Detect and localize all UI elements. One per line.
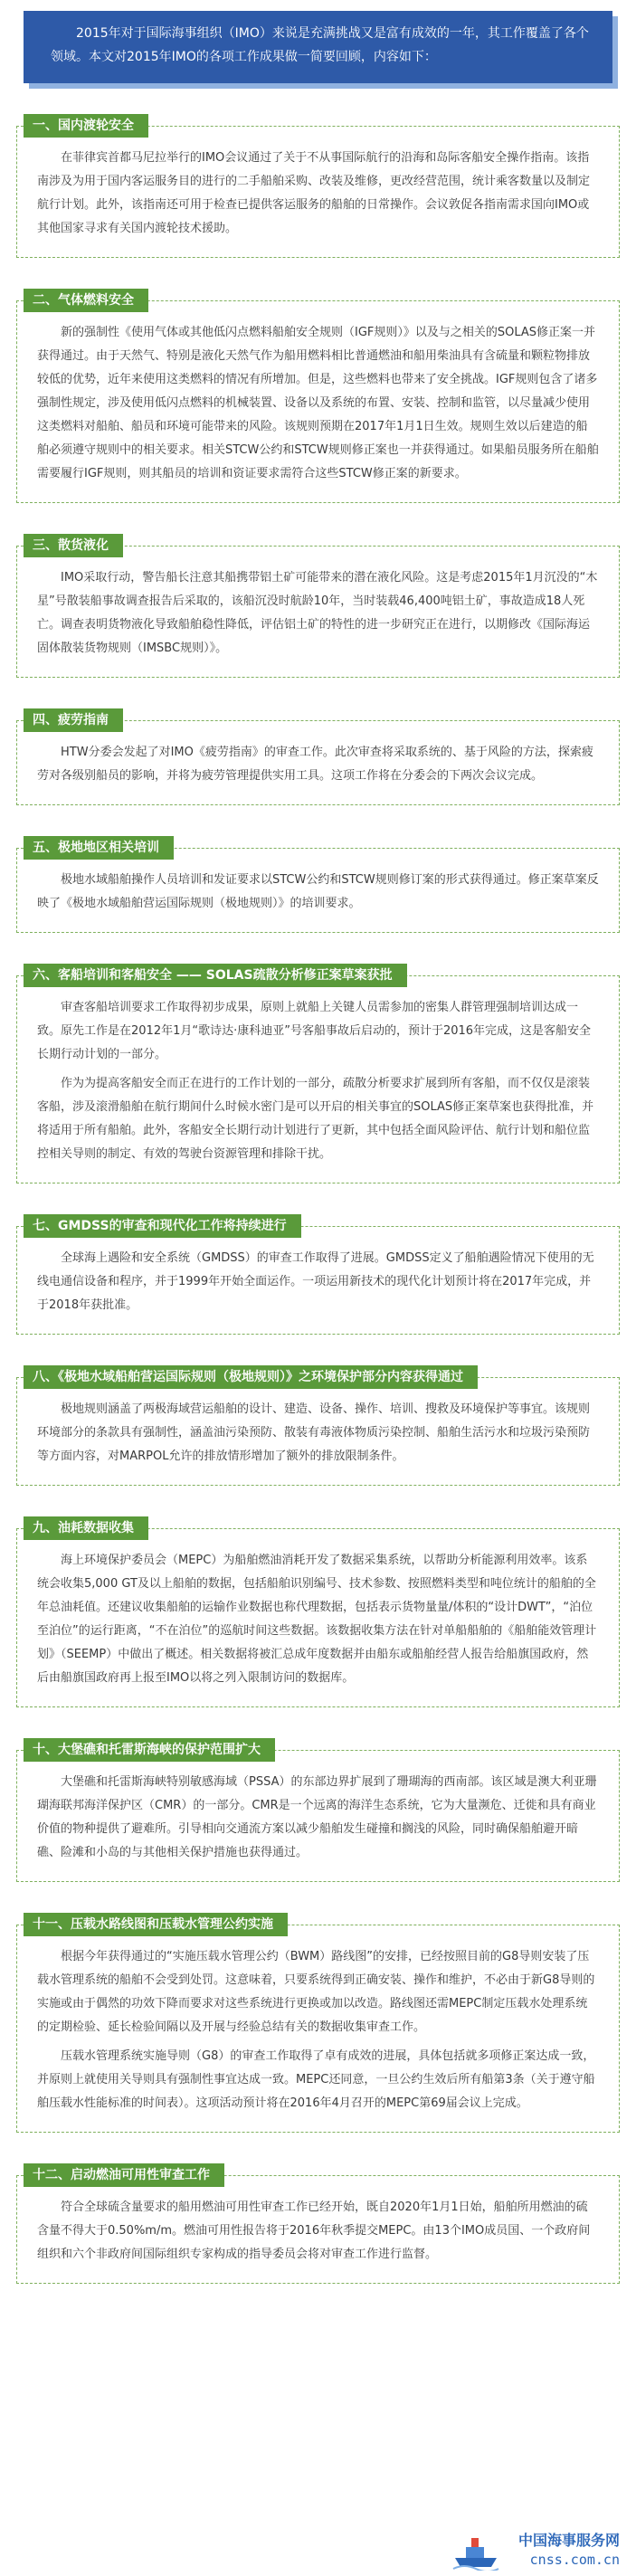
section <box>13 1214 623 1335</box>
section-paragraph: 符合全球硫含量要求的船用燃油可用性审查工作已经开始，既自2020年1月1日始，船舶所用燃油的硫含量不得大于0.50%m/m。燃油可用性报告将于2016年秋季提交MEPC。由13个IMO成员国、一个政府间组织和六个非政府间国际组织专家构成的指导委员会将对审查工作进行监督。 <box>37 2201 591 2261</box>
section <box>13 2163 623 2284</box>
ship-icon <box>451 2531 500 2571</box>
section-paragraph: 在菲律宾首都马尼拉举行的IMO会议通过了关于不从事国际航行的沿海和岛际客船安全操作指南。该指南涉及为用于国内客运服务目的进行的二手船舶采购、改装及维修，更改经营范围，统计乘客数量以及制定航行计划。此外，该指南还可用于检查已提供客运服务的船舶的日常操作。会议敦促各指南需求国向IMO或其他国家寻求有关国内渡轮技术援助。 <box>37 151 591 235</box>
section-body <box>16 2175 620 2284</box>
section-title: 一、国内渡轮安全 <box>24 114 148 138</box>
section-paragraph: 海上环境保护委员会（MEPC）为船舶燃油消耗开发了数据采集系统，以帮助分析能源利用效率。该系统会收集5,000 GT及以上船舶的数据，包括船舶识别编号、技术参数、按照燃料类型和吨位统计的船舶的全年总油耗值。还建议收集船舶的运输作业数据也称代理数据，包括表示货物量量/体积的“设计DWT”，“泊位至泊位”的运行距离，“不在泊位”的巡航时间这些数据。该数据收集方法在针对单船船舶的《船舶能效管理计划》（SEEMP）中做出了概述。相关数据将被汇总成年度数据并由船东或船舶经营人报告给船旗国政府，然后由船旗国政府再上报至IMO以将之列入限制访问的数据库。 <box>37 1554 597 1685</box>
section-body <box>16 848 620 933</box>
section-body <box>16 1750 620 1882</box>
intro-box: 2015年对于国际海事组织（IMO）来说是充满挑战又是富有成效的一年，其工作覆盖了各个领域。本文对2015年IMO的各项工作成果做一简要回顾，内容如下： <box>24 11 612 83</box>
section-body <box>16 1528 620 1707</box>
section <box>13 1365 623 1486</box>
section-body <box>16 1925 620 2133</box>
section-paragraph: 新的强制性《使用气体或其他低闪点燃料船舶安全规则（IGF规则）》以及与之相关的SOLAS修正案一并获得通过。由于天然气、特别是液化天然气作为船用燃料相比普通燃油和船用柴油具有含硫量和颗粒物排放较低的优势，近年来使用这类燃料的情况有所增加。但是，这些燃料也带来了安全挑战。IGF规则包含了诸多强制性规定，涉及使用低闪点燃料的机械装置、设备以及系统的布置、安装、控制和监管，以尽量减少使用这类燃料对船舶、船员和环境可能带来的风险。该规则预期在2017年1月1日生效。规则生效以后建造的船舶必须遵守规则中的相关要求。相关STCW公约和STCW规则修正案也一并获得通过。如果船员服务所在船舶需要履行IGF规则，则其船员的培训和资证要求需符合这些STCW修正案的新要求。 <box>37 326 599 480</box>
section-body <box>16 546 620 678</box>
section-title: 七、GMDSS的审查和现代化工作将持续进行 <box>24 1214 301 1238</box>
section <box>13 534 623 678</box>
section-paragraph: 作为为提高客船安全而正在进行的工作计划的一部分，疏散分析要求扩展到所有客船，而不仅仅是滚装客船，涉及滚滑船舶在航行期间什么时候水密门是可以开启的相关事宜的SOLAS修正案草案也获得批准，并将适用于所有船舶。此外，客船安全长期行动计划进行了更新，其中包括全面风险评估、航行计划和船位监控相关导则的制定、有效的驾驶台资源管理和排除干扰。 <box>37 1077 594 1161</box>
section <box>13 289 623 503</box>
section-title: 十一、压载水路线图和压载水管理公约实施 <box>24 1913 288 1936</box>
section <box>13 114 623 258</box>
section-paragraph: 压载水管理系统实施导则（G8）的审查工作取得了卓有成效的进展，具体包括就多项修正案达成一致，并原则上就使用关导则具有强制性事宜达成一致。MEPC还同意，一旦公约生效后所有船第3条（关于遵守船舶压载水性能标准的时间表）。这项活动预计将在2016年4月召开的MEPC第69届会议上完成。 <box>37 2049 595 2110</box>
sections-container <box>13 114 623 2284</box>
section-title: 二、气体燃料安全 <box>24 289 148 312</box>
section-paragraph: 极地规则涵盖了两极海域营运船舶的设计、建造、设备、操作、培训、搜救及环境保护等事宜。该规则环境部分的条款具有强制性，涵盖油污染预防、散装有毒液体物质污染控制、船舶生活污水和垃圾污染预防等方面内容，对MARPOL允许的排放情形增加了额外的排放限制条件。 <box>37 1402 591 1463</box>
section-title: 八、《极地水域船舶营运国际规则（极地规则）》之环境保护部分内容获得通过 <box>24 1365 478 1389</box>
section-title: 六、客船培训和客船安全 —— SOLAS疏散分析修正案草案获批 <box>24 964 407 987</box>
section-paragraph: HTW分委会发起了对IMO《疲劳指南》的审查工作。此次审查将采取系统的、基于风险的方法，探索疲劳对各级别船员的影响，并将为疲劳管理提供实用工具。这项工作将在分委会的下两次会议完成。 <box>37 746 593 783</box>
logo-text: 中国海事服务网 <box>517 2532 620 2549</box>
section-paragraph: IMO采取行动，警告船长注意其船携带铝土矿可能带来的潜在液化风险。这是考虑2015年1月沉没的“木星”号散装船事故调查报告后采取的，该船沉没时航龄10年，当时装载46,400吨铝土矿，事故造成18人死亡。调查表明货物液化导致船舶稳性降低，评估铝土矿的特性的进一步研究正在进行，以期修改《国际海运固体散装货物规则（IMSBC规则）》。 <box>37 571 598 655</box>
section <box>13 1738 623 1882</box>
section-paragraph: 大堡礁和托雷斯海峡特别敏感海域（PSSA）的东部边界扩展到了珊瑚海的西南部。该区域是澳大利亚珊瑚海联邦海洋保护区（CMR）的一部分。CMR是一个远离的海洋生态系统，它为大量濒危、迁徙和具有商业价值的物种提供了避难所。引导相向交通流方案以减少船舶发生碰撞和搁浅的风险，同时确保船舶避开暗礁、险滩和小岛的与其他相关保护措施也获得通过。 <box>37 1775 597 1859</box>
section-body <box>16 720 620 805</box>
section-title: 五、极地地区相关培训 <box>24 836 174 860</box>
section-body <box>16 300 620 503</box>
section-paragraph: 极地水域船舶操作人员培训和发证要求以STCW公约和STCW规则修订案的形式获得通过。修正案草案反映了《极地水域船舶营运国际规则（极地规则）》的培训要求。 <box>37 873 599 910</box>
section-body <box>16 975 620 1183</box>
section <box>13 836 623 933</box>
section-title: 十、大堡礁和托雷斯海峡的保护范围扩大 <box>24 1738 275 1762</box>
logo-url: cnss.com.cn <box>529 2552 620 2568</box>
section <box>13 1516 623 1707</box>
section-title: 四、疲劳指南 <box>24 708 123 732</box>
section-paragraph: 全球海上遇险和安全系统（GMDSS）的审查工作取得了进展。GMDSS定义了船舶遇险情况下使用的无线电通信设备和程序，并于1999年开始全面运作。一项运用新技术的现代化计划预计将在2017年完成，并于2018年获批准。 <box>37 1251 594 1312</box>
section-title: 十二、启动燃油可用性审查工作 <box>24 2163 224 2187</box>
section-paragraph: 根据今年获得通过的“实施压载水管理公约（BWM）路线图”的安排，已经按照目前的G8导则安装了压载水管理系统的船舶不会受到处罚。这意味着，只要系统得到正确安装、操作和维护，不必由于新G8导则的实施或由于偶然的功效下降而要求对这些系统进行更换或加以改造。路线图还需MEPC制定压载水处理系统的定期检验、延长检验间隔以及开展与经验总结有关的数据收集审查工作。 <box>37 1950 595 2034</box>
section <box>13 1913 623 2133</box>
section <box>13 964 623 1183</box>
section <box>13 708 623 805</box>
section-body <box>16 1377 620 1486</box>
section-title: 九、油耗数据收集 <box>24 1516 148 1540</box>
section-title: 三、散货液化 <box>24 534 123 557</box>
section-body <box>16 1226 620 1335</box>
section-body <box>16 126 620 258</box>
section-paragraph: 审查客船培训要求工作取得初步成果，原则上就船上关键人员需参加的密集人群管理强制培训达成一致。原先工作是在2012年1月“歌诗达·康科迪亚”号客船事故后启动的，预计于2016年完成，这是客船安全长期行动计划的一部分。 <box>37 1001 592 1061</box>
